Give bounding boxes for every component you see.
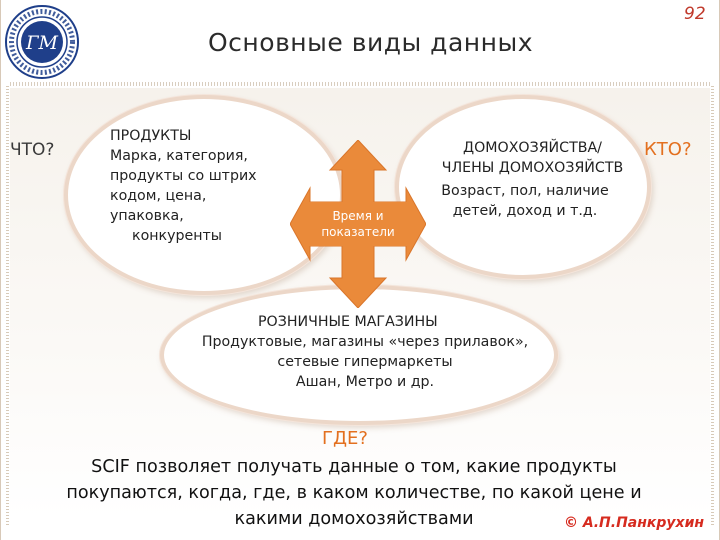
stores-line: Продуктовые, магазины «через прилавок», [201,334,529,350]
products-line: продукты со штрих [110,168,257,184]
time-metrics-line: Время и [332,209,384,223]
stores-heading: РОЗНИЧНЫЕ МАГАЗИНЫ [258,314,438,330]
time-metrics-label [306,208,410,240]
question-where: ГДЕ? [322,428,368,449]
page-number: 92 [684,4,706,24]
svg-text:ГМ: ГМ [25,32,59,54]
author-credit: © А.П.Панкрухин [564,515,705,531]
households-line: Возраст, пол, наличие [441,183,609,199]
seal-logo-icon [4,4,80,80]
products-line: Марка, категория, [110,148,248,164]
top-hatch-divider [10,82,710,86]
products-line: кодом, цена, [110,188,207,204]
households-heading-line: ЧЛЕНЫ ДОМОХОЗЯЙСТВ [441,160,624,176]
stores-text [170,312,560,392]
products-text [110,126,257,246]
products-line: конкуренты [132,228,222,244]
summary-line: какими домохозяйствами [234,509,474,529]
summary-line: покупаются, когда, где, в каком количестве, по какой цене и [66,483,642,503]
households-heading-line: ДОМОХОЗЯЙСТВА/ [463,140,602,156]
time-metrics-line: показатели [321,225,395,239]
page-title: Основные виды данных [208,28,533,57]
stores-line: Ашан, Метро и др. [295,374,435,390]
products-line: упаковка, [110,208,184,224]
right-hatch-border [711,86,714,526]
question-who: КТО? [644,139,692,160]
households-heading [425,138,640,178]
stores-line: сетевые гипермаркеты [277,354,453,370]
summary-line: SCIF позволяет получать данные о том, какие продукты [91,457,617,477]
products-heading: ПРОДУКТЫ [110,128,192,144]
question-what: ЧТО? [10,140,55,160]
left-hatch-border [6,86,9,526]
households-line: детей, доход и т.д. [452,203,598,219]
households-text [430,181,620,221]
